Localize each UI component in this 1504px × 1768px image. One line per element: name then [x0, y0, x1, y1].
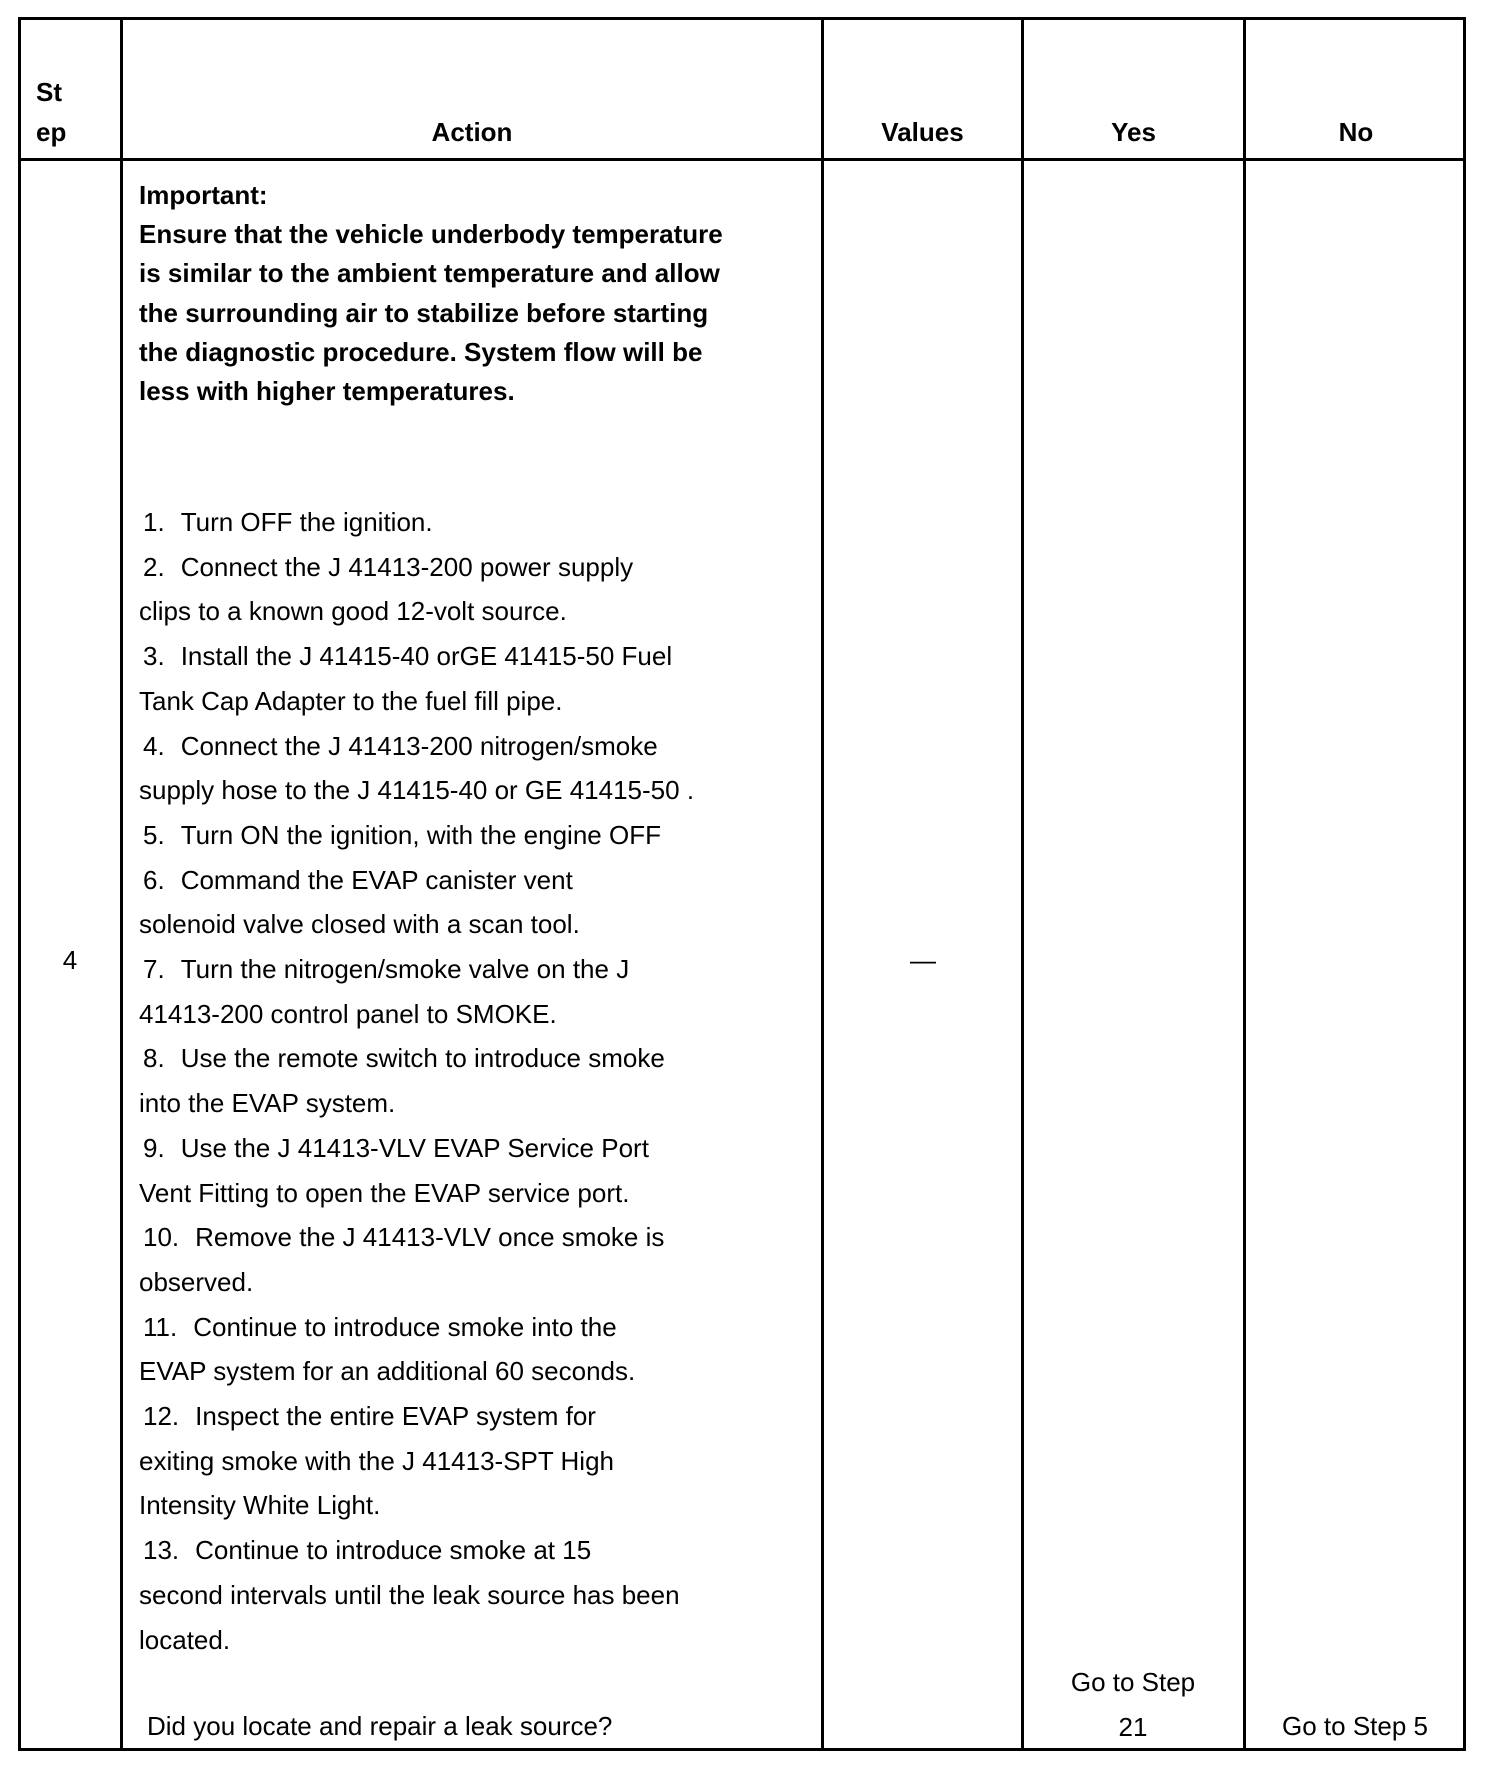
step-line — [139, 1618, 819, 1663]
step-line-text: Inspect the entire EVAP system for — [195, 1401, 596, 1432]
column-divider-action — [821, 17, 824, 1751]
step-line-text: 41413-200 control panel to SMOKE. — [139, 998, 557, 1029]
step-line-text: Turn the nitrogen/smoke valve on the J — [180, 954, 630, 985]
values-cell: — — [910, 945, 936, 975]
step-line-text: Connect the J 41413-200 power supply — [180, 551, 634, 582]
step-line-number: 6. — [143, 864, 165, 895]
step-line — [139, 1573, 819, 1618]
header-action: Action — [431, 117, 513, 147]
column-divider-yes — [1243, 17, 1246, 1751]
step-line-text: Tank Cap Adapter to the fuel fill pipe. — [139, 685, 563, 716]
step-line-text: Use the J 41413-VLV EVAP Service Port — [180, 1132, 649, 1163]
column-divider-values — [1021, 17, 1024, 1751]
step-line-text: supply hose to the J 41415-40 or GE 41415-50 . — [139, 775, 695, 806]
step-line-number: 11. — [143, 1311, 178, 1342]
question-text: Did you locate and repair a leak source? — [147, 1711, 613, 1741]
important-title: Important: — [139, 180, 268, 210]
step-line — [139, 1036, 819, 1081]
step-line-number: 3. — [143, 641, 165, 672]
step-line — [139, 1260, 819, 1305]
step-line-text: clips to a known good 12-volt source. — [139, 596, 567, 627]
step-line-text: Use the remote switch to introduce smoke — [180, 1043, 665, 1074]
step-line — [139, 1215, 819, 1260]
step-line — [139, 1483, 819, 1528]
step-line-text: Turn ON the ignition, with the engine OFF — [180, 819, 661, 850]
important-line: Ensure that the vehicle underbody temperature — [139, 219, 723, 250]
step-line — [139, 500, 819, 545]
step-line-number: 1. — [143, 507, 165, 537]
step-line — [139, 1305, 819, 1350]
step-line — [139, 1081, 819, 1126]
header-values: Values — [881, 117, 964, 147]
step-line-text: Continue to introduce smoke at 15 — [195, 1535, 592, 1566]
step-line — [139, 813, 819, 858]
step-line-number: 7. — [143, 954, 165, 985]
step-line — [139, 679, 819, 724]
step-line-text: Continue to introduce smoke into the — [193, 1311, 617, 1342]
step-line-text: Install the J 41415-40 orGE 41415-50 Fuel — [180, 641, 673, 672]
step-line — [139, 724, 819, 769]
step-line-number: 12. — [143, 1401, 180, 1432]
yes-cell — [1023, 1660, 1243, 1750]
step-line-number: 8. — [143, 1043, 165, 1074]
step-line — [139, 634, 819, 679]
column-divider-step — [120, 17, 123, 1751]
step-line-text: located. — [139, 1624, 231, 1655]
header-step-line2: ep — [36, 117, 67, 147]
step-line — [139, 1126, 819, 1171]
step-line-text: EVAP system for an additional 60 seconds. — [139, 1356, 636, 1387]
step-line-text: second intervals until the leak source has been — [139, 1579, 680, 1610]
step-line-text: exiting smoke with the J 41413-SPT High — [139, 1445, 614, 1476]
yes-line1: Go to Step — [1070, 1667, 1196, 1697]
procedure-steps — [139, 500, 819, 1662]
step-line-text: observed. — [139, 1266, 254, 1297]
step-line-number: 13. — [143, 1535, 180, 1566]
step-line-text: Remove the J 41413-VLV once smoke is — [195, 1222, 665, 1253]
step-line — [139, 1439, 819, 1484]
step-line-number: 2. — [143, 551, 165, 582]
step-line-text: Command the EVAP canister vent — [180, 864, 573, 895]
step-line — [139, 1171, 819, 1216]
step-line-number: 5. — [143, 819, 165, 850]
step-line-text: Intensity White Light. — [139, 1490, 381, 1521]
step-line — [139, 768, 819, 813]
step-line — [139, 589, 819, 634]
step-line — [139, 858, 819, 903]
step-line — [139, 545, 819, 590]
step-line — [139, 947, 819, 992]
step-number: 4 — [62, 945, 78, 975]
important-line: is similar to the ambient temperature and allow — [139, 258, 720, 289]
step-line-number: 10. — [143, 1222, 180, 1253]
header-step-line1: St — [36, 77, 62, 107]
step-line-number: 4. — [143, 730, 165, 761]
step-line — [139, 1528, 819, 1573]
step-line-text: Connect the J 41413-200 nitrogen/smoke — [180, 730, 658, 761]
header-divider — [18, 158, 1466, 161]
yes-line2: 21 — [1118, 1712, 1148, 1742]
step-line-text: Vent Fitting to open the EVAP service port. — [139, 1177, 630, 1208]
step-line-text: solenoid valve closed with a scan tool. — [139, 909, 580, 940]
header-step — [36, 72, 96, 152]
no-cell: Go to Step 5 — [1282, 1711, 1428, 1741]
step-line — [139, 1394, 819, 1439]
important-note — [139, 176, 789, 411]
important-line: less with higher temperatures. — [139, 376, 515, 407]
important-line: the diagnostic procedure. System flow will be — [139, 336, 703, 367]
step-line — [139, 1349, 819, 1394]
step-line-text: into the EVAP system. — [139, 1088, 396, 1119]
step-line — [139, 902, 819, 947]
step-line-number: 9. — [143, 1132, 165, 1163]
important-line: the surrounding air to stabilize before starting — [139, 297, 709, 328]
step-line — [139, 992, 819, 1037]
header-yes: Yes — [1111, 117, 1156, 147]
header-no: No — [1338, 117, 1374, 147]
step-line-text: Turn OFF the ignition. — [180, 507, 433, 537]
